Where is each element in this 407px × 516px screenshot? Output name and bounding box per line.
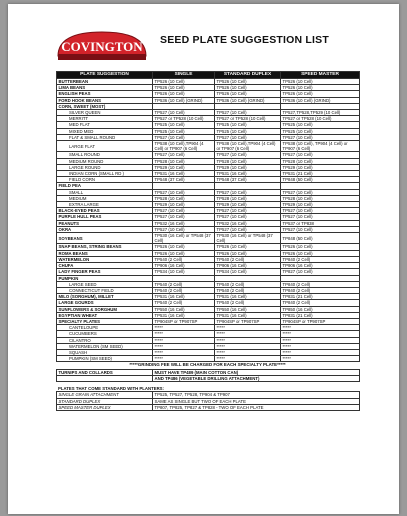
row-single: TP527 (10 Cell): [153, 189, 215, 195]
standard-label: SINGLE GRAIN ATTACHMENT: [57, 392, 153, 398]
row-speed: *****: [281, 337, 360, 343]
turnips-line-1: MUST HAVE TP489 (MAIN COTTON CAN): [153, 369, 360, 375]
row-duplex: *****: [215, 325, 281, 331]
row-crop: LARGE GOURDS: [57, 300, 153, 306]
row-speed: TP840 (2 Cell): [281, 281, 360, 287]
row-speed: TP527 (10 Cell): [281, 189, 360, 195]
row-crop: PUMPKIN: [57, 275, 153, 281]
row-speed: TP526 (10 Cell): [281, 250, 360, 256]
plate-table: [56, 71, 360, 362]
row-single: TP530 (16 Cell) or TP548 (37 Cell): [153, 233, 215, 244]
row-crop: OKRA: [57, 226, 153, 232]
row-duplex: TP538 (10 Cell),TP904 (4 Cell) or TP907 (6 Cell): [215, 141, 281, 152]
row-crop: BLACK-EYED PEAS: [57, 208, 153, 214]
row-speed: TP531 (21 Cell): [281, 171, 360, 177]
row-crop: FLAT & SMALL ROUND: [57, 134, 153, 140]
row-single: TP529 (10 Cell): [153, 164, 215, 170]
row-crop: LARGE FLAT: [57, 141, 153, 152]
row-speed: TP527 (10 Cell): [281, 214, 360, 220]
table-row: [57, 375, 360, 381]
row-single: TP531 (16 Cell): [153, 312, 215, 318]
row-speed: TP537 or TP838: [281, 220, 360, 226]
row-crop: PURPLE HULL PEAS: [57, 214, 153, 220]
row-speed: TP536 (10 Cell) (GRIND): [281, 97, 360, 103]
row-single: TP906 (16 Cell): [153, 263, 215, 269]
row-crop: CUCUMBERS: [57, 331, 153, 337]
row-duplex: TP906 (16 Cell): [215, 263, 281, 269]
row-duplex: TP532 (16 Cell): [215, 220, 281, 226]
row-crop: CONNECTICUT FIELD: [57, 287, 153, 293]
turnips-table: [56, 369, 360, 382]
row-crop: SILVER QUEEN: [57, 110, 153, 116]
row-speed: *****: [281, 331, 360, 337]
turnips-line-2: AND TP486 (VEGETABLE DRILLING ATTACHMENT): [153, 375, 360, 381]
row-speed: TP906 (16 Cell): [281, 263, 360, 269]
row-single: TP540 (2 Cell): [153, 300, 215, 306]
page-title: SEED PLATE SUGGESTION LIST: [160, 34, 329, 46]
standard-value: TP525, TP527, TP528, TP904 & TP907: [153, 392, 360, 398]
row-duplex: TP530 (16 Cell) or TP548 (37 Cell): [215, 233, 281, 244]
row-crop: SPECIALTY PLATES: [57, 318, 153, 324]
row-duplex: TP528 (10 Cell): [215, 195, 281, 201]
row-duplex: TP540 (2 Cell): [215, 287, 281, 293]
row-crop: FIELD CORN: [57, 177, 153, 183]
row-single: TP526 (10 Cell): [153, 244, 215, 250]
row-single: TP904SP or TP907SP: [153, 318, 215, 324]
row-single: TP540 (2 Cell): [153, 281, 215, 287]
row-duplex: TP526 (10 Cell): [215, 91, 281, 97]
row-crop: MERRITT: [57, 116, 153, 122]
row-speed: TP904SP or TP907SP: [281, 318, 360, 324]
row-single: *****: [153, 331, 215, 337]
covington-logo: [56, 28, 148, 62]
row-single: TP538 (10 Cell),TP904 (4 Cell) or TP907 (6 Cell): [153, 141, 215, 152]
row-single: TP548 (37 Cell): [153, 177, 215, 183]
header-plate-suggestion: PLATE SUGGESTION: [57, 72, 153, 79]
row-speed: TP526 (10 Cell): [281, 85, 360, 91]
row-crop: WATERMELON: [57, 256, 153, 262]
row-duplex: TP540 (2 Cell): [215, 256, 281, 262]
row-duplex: TP529 (10 Cell): [215, 164, 281, 170]
row-single: TP527 (10 Cell): [153, 152, 215, 158]
row-crop: SQUASH: [57, 349, 153, 355]
row-speed: TP528 (10 Cell): [281, 158, 360, 164]
row-speed: TP831 (21 Cell): [281, 312, 360, 318]
row-crop: LARGE SEED: [57, 281, 153, 287]
row-duplex: TP526 (10 Cell): [215, 79, 281, 85]
suggestion-sheet: [56, 71, 359, 411]
row-duplex: *****: [215, 349, 281, 355]
row-speed: TP848 (50 Cell): [281, 233, 360, 244]
row-single: TP527 (10 Cell): [153, 214, 215, 220]
row-duplex: TP540 (2 Cell): [215, 300, 281, 306]
row-speed: TP526 (10 Cell): [281, 79, 360, 85]
grinding-fee-note: *****GRINDING FEE WILL BE CHARGED FOR EACH SPECIALTY PLATE*****: [129, 362, 286, 368]
row-speed: TP827 (10 Cell): [281, 269, 360, 275]
row-single: TP540 (2 Cell): [153, 256, 215, 262]
row-single: TP526 (10 Cell): [153, 250, 215, 256]
row-duplex: TP531 (16 Cell): [215, 171, 281, 177]
table-row: [57, 141, 360, 152]
row-single: TP528 (10 Cell): [153, 195, 215, 201]
row-speed: TP528 (10 Cell): [281, 195, 360, 201]
row-duplex: TP527 or TP528 (10 Cell): [215, 116, 281, 122]
row-duplex: TP527 (10 Cell): [215, 208, 281, 214]
row-duplex: *****: [215, 337, 281, 343]
row-crop: CHUFA: [57, 263, 153, 269]
row-single: TP527 (10 Cell): [153, 134, 215, 140]
standard-value: SAME AS SINGLE BUT TWO OF EACH PLATE: [153, 398, 360, 404]
row-duplex: TP527 (10 Cell): [215, 134, 281, 140]
row-duplex: *****: [215, 331, 281, 337]
row-speed: *****: [281, 356, 360, 362]
row-single: TP529 (10 Cell): [153, 202, 215, 208]
row-speed: TP538 (10 Cell), TP904 (4 Cell) or TP907 (6 Cell): [281, 141, 360, 152]
row-single: TP527 (10 Cell): [153, 110, 215, 116]
row-speed: TP529 (10 Cell): [281, 164, 360, 170]
table-row: [57, 356, 360, 362]
row-single: TP531 (16 Cell): [153, 171, 215, 177]
standard-plates-table: [56, 386, 360, 411]
row-duplex: TP527 (10 Cell): [215, 214, 281, 220]
row-duplex: TP526 (10 Cell): [215, 85, 281, 91]
row-single: TP540 (2 Cell): [153, 287, 215, 293]
row-duplex: TP527 (10 Cell): [215, 152, 281, 158]
table-row: [57, 233, 360, 244]
row-single: TP528 (10 Cell): [153, 158, 215, 164]
row-crop: MEDIUM ROUND: [57, 158, 153, 164]
row-crop: LADY FINGER PEAS: [57, 269, 153, 275]
row-single: TP527 (10 Cell): [153, 226, 215, 232]
row-speed: TP525 (10 Cell): [281, 128, 360, 134]
row-duplex: TP528 (10 Cell): [215, 158, 281, 164]
row-speed: TP527 (10 Cell): [281, 152, 360, 158]
row-speed: TP527 (10 Cell): [281, 134, 360, 140]
svg-text:COVINGTON: COVINGTON: [61, 39, 143, 54]
row-duplex: TP534 (10 Cell): [215, 269, 281, 275]
row-speed: TP527 or TP528 (10 Cell): [281, 116, 360, 122]
row-crop: INDIAN CORN (SMALL RD ): [57, 171, 153, 177]
row-crop: CANTELOUPE: [57, 325, 153, 331]
row-duplex: TP525 (10 Cell): [215, 122, 281, 128]
row-crop: SNAP BEANS, STRING BEANS: [57, 244, 153, 250]
row-speed: TP527 (10 Cell): [281, 226, 360, 232]
row-speed: *****: [281, 325, 360, 331]
row-crop: FORD HOOK BEANS: [57, 97, 153, 103]
row-speed: TP526 (10 Cell): [281, 91, 360, 97]
row-speed: *****: [281, 343, 360, 349]
row-crop: MILO (SORGHUM), MILLET: [57, 294, 153, 300]
row-duplex: TP540 (2 Cell): [215, 281, 281, 287]
row-single: TP532 (16 Cell): [153, 220, 215, 226]
row-single: TP550 (16 Cell): [153, 306, 215, 312]
row-duplex: TP527 (10 Cell): [215, 226, 281, 232]
row-crop: PEANUTS: [57, 220, 153, 226]
row-duplex: TP526 (10 Cell): [215, 250, 281, 256]
turnips-label: TURNIPS AND COLLARDS: [57, 369, 153, 375]
row-crop: EGYPTIAN WHEAT: [57, 312, 153, 318]
row-crop: LARGE ROUND: [57, 164, 153, 170]
row-crop: BUTTERBEAN: [57, 79, 153, 85]
row-crop: SMALL: [57, 189, 153, 195]
row-single: *****: [153, 337, 215, 343]
row-crop: CILANTRO: [57, 337, 153, 343]
row-crop: MEDIUM: [57, 195, 153, 201]
row-crop: LIMA BEANS: [57, 85, 153, 91]
header-single: SINGLE: [153, 72, 215, 79]
row-crop: MIXED MED: [57, 128, 153, 134]
row-single: TP527 or TP528 (10 Cell): [153, 116, 215, 122]
row-crop: EXTRA LARGE: [57, 202, 153, 208]
row-single: *****: [153, 343, 215, 349]
row-single: TP525 (10 Cell): [153, 128, 215, 134]
row-speed: TP527,TP528,TP529 (10 Cell): [281, 110, 360, 116]
row-speed: TP526 (10 Cell): [281, 244, 360, 250]
table-row: [57, 404, 360, 410]
row-speed: TP850 (16 Cell): [281, 306, 360, 312]
row-single: TP526 (10 Cell): [153, 91, 215, 97]
standard-label: SPEED MASTER DUPLEX: [57, 404, 153, 410]
row-duplex: TP525 (10 Cell): [215, 128, 281, 134]
row-crop: WATERMELON (SM SEED): [57, 343, 153, 349]
row-crop: FIELD PEA: [57, 183, 153, 189]
row-crop: CORN, SWEET (MOST): [57, 103, 153, 109]
standard-value: TP807, TP825, TP827 & TP828 - TWO OF EACH PLATE: [153, 404, 360, 410]
header-speed-master: SPEED MASTER: [281, 72, 360, 79]
row-duplex: TP527 (10 Cell): [215, 110, 281, 116]
row-single: TP536 (10 Cell) (GRIND): [153, 97, 215, 103]
row-duplex: *****: [215, 343, 281, 349]
row-crop: SOYBEANS: [57, 233, 153, 244]
row-speed: TP840 (2 Cell): [281, 256, 360, 262]
row-speed: *****: [281, 349, 360, 355]
row-duplex: TP548 (37 Cell): [215, 177, 281, 183]
row-speed: TP525 (10 Cell): [281, 122, 360, 128]
row-single: TP527 (10 Cell): [153, 208, 215, 214]
row-crop: PUMPKIN (SM SEED): [57, 356, 153, 362]
row-crop: ROMA BEANS: [57, 250, 153, 256]
row-single: TP531 (16 Cell): [153, 294, 215, 300]
row-single: *****: [153, 356, 215, 362]
row-crop: ENGLISH PEAS: [57, 91, 153, 97]
row-single: TP526 (10 Cell): [153, 85, 215, 91]
row-duplex: TP531 (16 Cell): [215, 294, 281, 300]
row-duplex: TP527 (10 Cell): [215, 189, 281, 195]
standard-label: STANDARD DUPLEX: [57, 398, 153, 404]
row-duplex: *****: [215, 356, 281, 362]
row-duplex: TP531 (16 Cell): [215, 312, 281, 318]
row-speed: TP840 (2 Cell): [281, 287, 360, 293]
row-single: TP525 (10 Cell): [153, 122, 215, 128]
row-duplex: TP526 (10 Cell): [215, 244, 281, 250]
row-speed: TP529 (10 Cell): [281, 202, 360, 208]
row-single: *****: [153, 325, 215, 331]
row-duplex: TP550 (16 Cell): [215, 306, 281, 312]
standard-heading: PLATES THAT COME STANDARD WITH PLANTERS:: [58, 386, 164, 392]
document-page: [8, 4, 399, 514]
row-single: TP534 (10 Cell): [153, 269, 215, 275]
header-standard-duplex: STANDARD DUPLEX: [215, 72, 281, 79]
row-speed: TP527 (10 Cell): [281, 208, 360, 214]
row-speed: TP840 (2 Cell): [281, 300, 360, 306]
row-single: *****: [153, 349, 215, 355]
row-single: TP526 (10 Cell): [153, 79, 215, 85]
row-duplex: TP904SP or TP907SP: [215, 318, 281, 324]
row-crop: SMALL ROUND: [57, 152, 153, 158]
row-crop: MED FLAT: [57, 122, 153, 128]
table-body: [57, 79, 360, 362]
table-header: [57, 72, 360, 79]
row-speed: TP848 (50 Cell): [281, 177, 360, 183]
row-speed: TP831 (21 Cell): [281, 294, 360, 300]
row-crop: SUNFLOWERS & SORGHUM: [57, 306, 153, 312]
row-duplex: TP529 (10 Cell): [215, 202, 281, 208]
row-duplex: TP536 (10 Cell) (GRIND): [215, 97, 281, 103]
